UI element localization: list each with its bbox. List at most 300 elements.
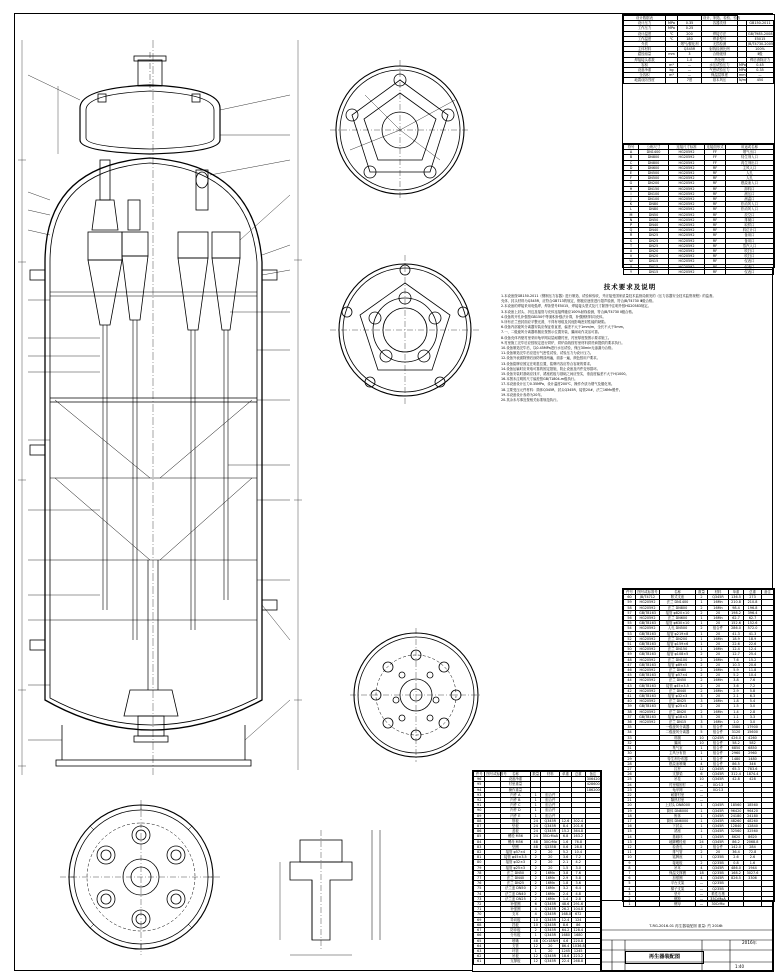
nozzle-table-cell: E bbox=[624, 171, 639, 176]
parts-left-cell: 28.8 bbox=[571, 844, 585, 849]
parts-left-cell: 螺母 M56 bbox=[500, 839, 530, 844]
design-table-cell: ℃ bbox=[666, 31, 678, 36]
parts-left-cell: Q345R bbox=[541, 907, 560, 912]
parts-left-cell: 2 bbox=[531, 860, 541, 865]
parts-right-cell: 19 bbox=[624, 808, 636, 813]
parts-right-cell: 16Mn bbox=[708, 616, 729, 621]
parts-right-cell: 39 bbox=[624, 704, 636, 709]
parts-left-cell: 20 bbox=[541, 948, 560, 953]
parts-right-cell: 826.5 bbox=[729, 876, 744, 881]
parts-right-cell: 1.4 bbox=[729, 709, 744, 714]
parts-right-cell: 35 bbox=[624, 725, 636, 730]
nozzle-table-cell: HG20592 bbox=[669, 238, 705, 243]
nozzle-table-cell: RF bbox=[705, 165, 726, 170]
parts-left-cell: 3.6 bbox=[560, 855, 571, 860]
parts-right-cell: 20 bbox=[708, 714, 729, 719]
parts-left-cell: 支耳 bbox=[500, 912, 530, 917]
parts-right-cell: 料腿 bbox=[660, 735, 696, 740]
parts-left-cell: 67 bbox=[474, 928, 485, 933]
nozzle-table-cell: RF bbox=[705, 181, 726, 186]
parts-right-cell: HG20592 bbox=[636, 657, 660, 662]
design-table-cell: GB/T985-2008 bbox=[748, 31, 773, 36]
design-table-cell: 0.45 bbox=[747, 62, 774, 67]
design-table-cell: Q345R bbox=[678, 47, 702, 52]
parts-right-cell: 组合件 bbox=[708, 740, 729, 745]
parts-right-cell: 50 bbox=[624, 647, 636, 652]
parts-right-cell: — bbox=[696, 886, 708, 891]
parts-right-cell: 11.8 bbox=[744, 668, 762, 673]
parts-right-cell: 38 bbox=[624, 709, 636, 714]
parts-right-cell: 16Mn bbox=[708, 688, 729, 693]
parts-right-cell: 平台支架 bbox=[660, 881, 696, 886]
design-table-cell: — bbox=[747, 73, 774, 78]
nozzle-table-cell: R bbox=[624, 233, 639, 238]
nozzle-table-cell: HG20592 bbox=[669, 176, 705, 181]
parts-left-cell: 428600 bbox=[586, 782, 600, 787]
parts-right-cell: 法兰 DN1400 bbox=[660, 600, 696, 605]
parts-left-cell: 5.8 bbox=[571, 876, 585, 881]
nozzle-table-cell: FF bbox=[705, 150, 726, 155]
parts-right-cell: 98.4 bbox=[729, 605, 744, 610]
parts-right-cell: 1874.4 bbox=[744, 772, 762, 777]
parts-left-cell: 1680 bbox=[571, 933, 585, 938]
parts-left-cell: 防冲板 bbox=[500, 928, 530, 933]
parts-right-cell: GB/T8163 bbox=[636, 694, 660, 699]
design-table-cell: — bbox=[678, 68, 702, 73]
parts-right-cell: 燃烧油喷嘴 bbox=[660, 761, 696, 766]
parts-right-cell: 1 bbox=[696, 636, 708, 641]
nozzle-table-cell: 连接尺寸标准 bbox=[669, 145, 705, 150]
parts-right-cell: 6.3 bbox=[744, 694, 762, 699]
parts-left-cell: 总重 bbox=[571, 772, 585, 777]
parts-right-cell: 48 bbox=[624, 657, 636, 662]
parts-right-cell: 梯子支架 bbox=[660, 886, 696, 891]
parts-left-cell: 0Cr18Ni9 bbox=[542, 938, 559, 943]
parts-right-cell: Q345R bbox=[708, 813, 729, 818]
parts-left-cell: 螺栓 M56 bbox=[500, 834, 530, 839]
section-view-lower bbox=[350, 628, 482, 762]
parts-right-cell: 46 bbox=[624, 668, 636, 673]
design-table-cell: 设计压力 bbox=[624, 21, 666, 26]
nozzle-table-cell: HG20592 bbox=[669, 264, 705, 269]
parts-left-cell: 0.6 bbox=[560, 844, 571, 849]
parts-right-cell: 16Mn bbox=[708, 647, 729, 652]
parts-right-cell: — bbox=[696, 798, 708, 803]
nozzle-table-cell: W bbox=[624, 259, 639, 264]
parts-left-cell: 2.4 bbox=[560, 891, 571, 896]
parts-left-cell: 75 bbox=[474, 886, 485, 891]
parts-right-cell: 33 bbox=[624, 735, 636, 740]
parts-right-cell: 58.2 bbox=[729, 740, 744, 745]
parts-right-cell: 20 bbox=[708, 683, 729, 688]
parts-right-cell: 7.6 bbox=[744, 678, 762, 683]
note-line: 7.一、二级旋风分离器料腿应按图示位置安装，翼阀动作灵活可靠。 bbox=[501, 330, 602, 335]
parts-right-cell: 168.2 bbox=[729, 870, 744, 875]
parts-left-cell: 48 bbox=[531, 839, 541, 844]
parts-left-cell: 3.6 bbox=[571, 881, 585, 886]
parts-right-cell: 28 bbox=[624, 761, 636, 766]
parts-left-cell: 68 bbox=[474, 922, 485, 927]
parts-right-cell: 2960 bbox=[744, 751, 762, 756]
nozzle-table-cell: Y bbox=[624, 269, 639, 274]
parts-right-cell: 1 bbox=[696, 751, 708, 756]
parts-right-cell: 20 bbox=[708, 610, 729, 615]
parts-left-cell: 法兰 DN40 bbox=[500, 876, 530, 881]
parts-right-cell: 支撑梁 bbox=[660, 772, 696, 777]
parts-left-cell: 法兰 DN50 bbox=[500, 870, 530, 875]
parts-right-cell: 40 bbox=[624, 699, 636, 704]
parts-right-cell: GB/T8163 bbox=[636, 662, 660, 667]
parts-left-cell: Q345R bbox=[541, 959, 560, 964]
parts-left-cell: Q345R bbox=[541, 928, 560, 933]
parts-right-cell: 法兰 DN600 bbox=[660, 616, 696, 621]
parts-right-cell: 1480 bbox=[744, 756, 762, 761]
parts-right-cell: 20 bbox=[708, 704, 729, 709]
parts-right-cell: 18 bbox=[624, 813, 636, 818]
parts-right-cell: 4 bbox=[624, 886, 636, 891]
parts-left-cell: 168.0 bbox=[561, 912, 572, 917]
parts-right-cell: HG20592 bbox=[636, 636, 660, 641]
parts-right-cell: 法兰 DN40 bbox=[660, 688, 696, 693]
parts-left-cell: 76 bbox=[474, 881, 485, 886]
parts-left-cell: 22.4 bbox=[561, 959, 570, 964]
nozzle-table-cell: 连接面形式 bbox=[705, 145, 726, 150]
design-table-cell: 合格级别 bbox=[702, 52, 738, 57]
parts-right-cell: 1 bbox=[696, 647, 708, 652]
parts-right-cell: 16 bbox=[624, 824, 636, 829]
parts-left-cell: 2 bbox=[531, 876, 541, 881]
parts-left-cell: Q345R bbox=[541, 917, 560, 922]
parts-right-cell: 2 bbox=[696, 683, 708, 688]
nozzle-table-cell: P bbox=[624, 223, 639, 228]
parts-left-cell: 96 bbox=[474, 777, 485, 782]
nozzle-table-cell: DN500 bbox=[639, 176, 669, 181]
parts-right-cell: 总重 bbox=[744, 590, 762, 595]
parts-right-cell: 法兰 DN800 bbox=[660, 605, 696, 610]
parts-right-cell: 5.8 bbox=[744, 688, 762, 693]
design-table-cell: GB150-2011 bbox=[747, 21, 774, 26]
parts-left-cell: Q235B bbox=[541, 844, 560, 849]
parts-left-cell: 4 bbox=[531, 912, 541, 917]
nozzle-table-cell: DN40 bbox=[639, 228, 669, 233]
parts-right-cell: — bbox=[696, 792, 708, 797]
parts-left-cell: 法兰盖 DN50 bbox=[500, 886, 530, 891]
note-line: 2.本设备的焊接采用电弧焊，焊条型号E5015，焊接接头型式及尺寸除图中注明外按HG20583规定。 bbox=[501, 304, 651, 309]
parts-left-cell: 8.6 bbox=[560, 922, 571, 927]
parts-left-cell: 2 bbox=[531, 855, 541, 860]
parts-right-cell: — bbox=[696, 782, 708, 787]
parts-right-cell: 17 bbox=[624, 818, 636, 823]
nozzle-table-cell: 公称尺寸 bbox=[639, 145, 669, 150]
parts-right-cell: 1 bbox=[696, 642, 708, 647]
parts-left-cell: 1 bbox=[531, 813, 541, 818]
parts-left-cell: 接管 φ32×3 bbox=[500, 860, 530, 865]
parts-right-cell: 428 bbox=[744, 777, 762, 782]
design-table-cell: 200 bbox=[678, 31, 702, 36]
parts-left-cell: 306420 bbox=[586, 777, 600, 782]
parts-left-cell: 24 bbox=[531, 824, 541, 829]
parts-right-cell: 18 bbox=[696, 870, 708, 875]
leader-lines-right bbox=[210, 95, 290, 740]
parts-right-cell: 3 bbox=[696, 694, 708, 699]
parts-right-cell: 二级旋风分离器 bbox=[660, 730, 696, 735]
parts-right-cell: 2 bbox=[696, 678, 708, 683]
parts-left-cell: 数量 bbox=[532, 772, 540, 776]
parts-left-cell: 环管 bbox=[500, 948, 530, 953]
parts-right-cell: 组合件 bbox=[708, 725, 729, 730]
nozzle-table-cell: RF bbox=[705, 186, 726, 191]
parts-right-cell: 312.4 bbox=[729, 772, 744, 777]
parts-right-cell: 4 bbox=[696, 761, 708, 766]
nozzle-table-cell: 待生剂入口 bbox=[726, 155, 774, 160]
nozzle-table-cell: H bbox=[624, 186, 639, 191]
parts-right-cell: Q235B bbox=[708, 870, 729, 875]
parts-left-cell: Q345R bbox=[541, 902, 560, 907]
parts-right-cell: 接地板 bbox=[660, 860, 696, 865]
design-table-cell: 设备净重 bbox=[624, 68, 666, 73]
parts-right-cell: 23 bbox=[624, 787, 636, 792]
parts-right-cell: 2 bbox=[696, 668, 708, 673]
note-line: 壳体、封头材料为Q345R，应符合GB713的规定，钢板应逐张进行超声检测，符合JB/T4730 Ⅲ级合格。 bbox=[501, 299, 656, 304]
design-table-cell: 主体材料 bbox=[624, 47, 666, 52]
parts-left-cell: 26.2 bbox=[561, 907, 570, 912]
parts-left-cell: 10 bbox=[531, 917, 541, 922]
nozzle-table-cell: DN600 bbox=[639, 165, 669, 170]
parts-right-cell: 29 bbox=[624, 756, 636, 761]
parts-right-cell: 12840 bbox=[744, 824, 762, 829]
parts-left-cell: 操作重量 bbox=[500, 787, 530, 792]
parts-right-cell: — bbox=[696, 787, 708, 792]
parts-left-cell: 201.6 bbox=[571, 824, 585, 829]
parts-right-cell: 41.3 bbox=[744, 631, 762, 636]
parts-right-cell: 组合件 bbox=[708, 746, 729, 751]
design-table-cell: 腐蚀裕量 bbox=[624, 52, 666, 57]
parts-left-cell: 1036.8 bbox=[572, 943, 585, 948]
nozzle-table-cell: DN15 bbox=[639, 269, 669, 274]
parts-left-header-row bbox=[474, 772, 601, 777]
parts-right-cell: 1 bbox=[696, 829, 708, 834]
parts-right-cell: 36 bbox=[624, 720, 636, 725]
parts-right-cell: HG20592 bbox=[636, 605, 660, 610]
nozzle-table-cell: HG20592 bbox=[669, 150, 705, 155]
design-table-cell: 介质 bbox=[624, 42, 666, 47]
parts-right-cell: 52 bbox=[624, 636, 636, 641]
parts-left-cell: 1.6 bbox=[560, 839, 571, 844]
parts-left-cell: 1.4 bbox=[560, 896, 571, 901]
parts-left-cell: 盖板 bbox=[500, 829, 530, 834]
parts-right-cell: Q235B bbox=[708, 860, 729, 865]
parts-left-cell: 挡板 bbox=[500, 922, 530, 927]
nozzle-table-cell: HG20592 bbox=[669, 165, 705, 170]
parts-left-cell: 69 bbox=[474, 917, 485, 922]
parts-right-cell: Q345R bbox=[708, 876, 729, 881]
parts-left-cell: 24 bbox=[531, 829, 541, 834]
parts-right-cell: 44 bbox=[624, 678, 636, 683]
parts-left-cell: 73 bbox=[474, 896, 485, 901]
design-table-cell: 3 bbox=[678, 52, 702, 57]
parts-right-cell: 26 bbox=[624, 772, 636, 777]
parts-left-cell: 64 bbox=[474, 943, 485, 948]
parts-left-cell: 1862000 bbox=[586, 787, 602, 792]
parts-right-cell: 材料 bbox=[708, 590, 729, 595]
parts-right-cell: 2 bbox=[696, 688, 708, 693]
parts-right-cell: 法兰 DN15 bbox=[660, 720, 696, 725]
nozzle-table-cell: I bbox=[624, 191, 639, 196]
parts-right-cell: JB/T4712 bbox=[636, 595, 660, 600]
nozzle-table-cell: HG20592 bbox=[669, 254, 705, 259]
parts-left-cell: 95 bbox=[474, 782, 485, 787]
parts-right-cell: 0.8 bbox=[729, 860, 744, 865]
parts-left-cell: 80 bbox=[474, 860, 485, 865]
parts-right-cell: 12 bbox=[696, 766, 708, 771]
parts-right-cell: 1 bbox=[696, 813, 708, 818]
parts-right-cell: 136.5 bbox=[729, 595, 744, 600]
design-table-cell: 焊后消除应力 bbox=[747, 57, 774, 62]
parts-right-cell: Q345R bbox=[708, 865, 729, 870]
parts-right-cell: 53 bbox=[624, 631, 636, 636]
parts-right-cell: 24180 bbox=[729, 813, 744, 818]
dimension-lines bbox=[18, 40, 302, 775]
parts-right-cell: 346 bbox=[744, 761, 762, 766]
parts-right-cell: 10 bbox=[696, 740, 708, 745]
parts-left-cell: 补强圈 bbox=[500, 907, 530, 912]
parts-right-cell: Q235B bbox=[708, 886, 729, 891]
parts-left-cell: 1.8 bbox=[560, 881, 571, 886]
parts-right-cell: 8 bbox=[624, 865, 636, 870]
design-table-cell: MPa bbox=[666, 21, 678, 26]
parts-right-cell: 198.2 bbox=[729, 610, 744, 615]
parts-right-cell: 16Mn bbox=[708, 657, 729, 662]
parts-right-cell: 10 bbox=[624, 855, 636, 860]
design-table-cell: 容器类别 bbox=[702, 21, 738, 26]
parts-right-cell: 572.0 bbox=[744, 626, 762, 631]
parts-left-cell: 48 bbox=[531, 938, 541, 943]
nozzle-table-cell: DN50 bbox=[639, 217, 669, 222]
nozzle-table-cell: HG20592 bbox=[669, 197, 705, 202]
parts-left-cell: 1.5 bbox=[560, 865, 571, 870]
parts-right-cell: 210.8 bbox=[729, 600, 744, 605]
design-table-cell: 全容积 bbox=[624, 73, 666, 78]
parts-left-cell: 2 bbox=[531, 891, 541, 896]
nozzle-table-cell: RF bbox=[705, 212, 726, 217]
parts-right-cell: 筒体 DN6000 bbox=[660, 818, 696, 823]
parts-left-cell: 24 bbox=[531, 818, 541, 823]
parts-right-cell: 1 bbox=[696, 834, 708, 839]
parts-right-cell: 单重 bbox=[729, 590, 744, 595]
parts-right-cell: 12.7 bbox=[729, 652, 744, 657]
parts-right-cell: Q345R bbox=[708, 818, 729, 823]
parts-right-cell: 86.5 bbox=[729, 761, 744, 766]
parts-right-cell: 排气管 bbox=[660, 850, 696, 855]
parts-left-cell: 4.6 bbox=[560, 938, 571, 943]
parts-left-cell: 16Mn bbox=[541, 870, 560, 875]
parts-right-cell: 1 bbox=[696, 808, 708, 813]
parts-left-cell: 74 bbox=[474, 891, 485, 896]
design-data-table bbox=[622, 14, 775, 144]
parts-right-cell: 72.8 bbox=[744, 850, 762, 855]
design-table-cell: 烟气/催化剂 bbox=[678, 42, 702, 47]
parts-right-cell: Q345R bbox=[708, 839, 729, 844]
parts-right-cell: 582 bbox=[744, 740, 762, 745]
parts-right-cell: 3306 bbox=[744, 876, 762, 881]
parts-right-cell: HG20592 bbox=[636, 678, 660, 683]
parts-right-cell: 接管 φ32×3 bbox=[660, 694, 696, 699]
note-line: 14.设备运输时应采取可靠的固定措施，防止设备及内件变形损坏。 bbox=[501, 366, 600, 371]
parts-right-cell: 龟甲网 bbox=[660, 787, 696, 792]
parts-left-cell: 2 bbox=[531, 881, 541, 886]
parts-right-cell: 34 bbox=[624, 730, 636, 735]
note-line: 12.设备外表面除锈后涂防锈漆两遍，面漆一遍，颜色按用户要求。 bbox=[501, 356, 600, 361]
nozzle-table-cell: 人孔 bbox=[726, 176, 774, 181]
parts-right-cell: 2 bbox=[696, 860, 708, 865]
parts-left-cell: 2.9 bbox=[560, 876, 571, 881]
parts-right-cell: 1.8 bbox=[729, 699, 744, 704]
design-table-cell: 1.0 bbox=[678, 57, 702, 62]
parts-right-cell: 20 bbox=[624, 803, 636, 808]
parts-right-cell: 16Mn bbox=[708, 600, 729, 605]
parts-right-cell: 22.6 bbox=[729, 642, 744, 647]
parts-right-cell: 3580 bbox=[729, 725, 744, 730]
parts-left-cell: 喷嘴 bbox=[500, 938, 530, 943]
parts-left-cell: 图号或标准号 bbox=[486, 772, 507, 776]
parts-left-cell: 4.8 bbox=[571, 891, 585, 896]
parts-right-cell: 1 bbox=[696, 600, 708, 605]
parts-right-cell: 检查孔 bbox=[660, 844, 696, 849]
nozzle-table-cell: RF bbox=[705, 243, 726, 248]
design-table-cell: MPa bbox=[739, 68, 746, 73]
parts-right-cell: 210.8 bbox=[744, 600, 762, 605]
parts-left-cell: 12 bbox=[531, 959, 541, 964]
parts-right-cell: 20 bbox=[708, 662, 729, 667]
drawing-year: 2016年 bbox=[742, 940, 757, 945]
parts-right-cell: 196.8 bbox=[744, 605, 762, 610]
parts-right-cell: 接管 φ630×10 bbox=[660, 621, 696, 626]
parts-right-cell: 3 bbox=[696, 714, 708, 719]
note-line: 15.设备安装时基础应找平，裙座底板与基础之间应垫实，垂直度偏差不大于H/1000。 bbox=[501, 372, 629, 377]
parts-right-cell: 保温支撑圈 bbox=[660, 870, 696, 875]
parts-right-cell: 48260 bbox=[729, 818, 744, 823]
design-table-cell: 焊接方法 bbox=[702, 31, 738, 36]
parts-right-cell: 16Mn bbox=[708, 636, 729, 641]
parts-left-cell: 备注 bbox=[585, 772, 600, 777]
note-line: 6.设备内部旋风分离器安装应保证垂直度，偏差不大于1mm/m，全长不大于5mm。 bbox=[501, 325, 627, 330]
parts-left-cell: 86 bbox=[474, 829, 485, 834]
parts-right-cell: Q345R bbox=[708, 808, 729, 813]
parts-right-cell: 1 bbox=[624, 902, 636, 907]
parts-left-cell bbox=[585, 959, 600, 964]
parts-right-cell: 2068.8 bbox=[744, 839, 762, 844]
parts-right-cell: 10.3 bbox=[729, 662, 744, 667]
nozzle-table-cell: DN800 bbox=[639, 160, 669, 165]
note-line: 11.设备制造完毕后应进行气密性试验，试验压力为设计压力。 bbox=[501, 351, 594, 356]
parts-left-cell: 6.4 bbox=[571, 886, 585, 891]
parts-right-cell: 37 bbox=[624, 714, 636, 719]
nozzle-table-cell: 仪表口 bbox=[726, 259, 774, 264]
nozzle-table-cell: FF bbox=[705, 160, 726, 165]
parts-right-cell: 接管 φ159×6 bbox=[660, 642, 696, 647]
nozzle-table-cell: HG20592 bbox=[669, 186, 705, 191]
design-table-cell: 0.25 bbox=[678, 26, 702, 31]
parts-right-cell: 1 bbox=[696, 803, 708, 808]
nozzle-table-cell: J bbox=[624, 197, 639, 202]
parts-right-cell: 16Mn bbox=[708, 668, 729, 673]
nozzle-table-cell: X bbox=[624, 264, 639, 269]
parts-right-header-row bbox=[624, 590, 774, 595]
parts-left-cell: 30CrMo bbox=[541, 839, 560, 844]
parts-right-cell: 2.1 bbox=[729, 694, 744, 699]
parts-right-cell: 21 bbox=[624, 798, 636, 803]
parts-right-cell: 1 bbox=[696, 756, 708, 761]
